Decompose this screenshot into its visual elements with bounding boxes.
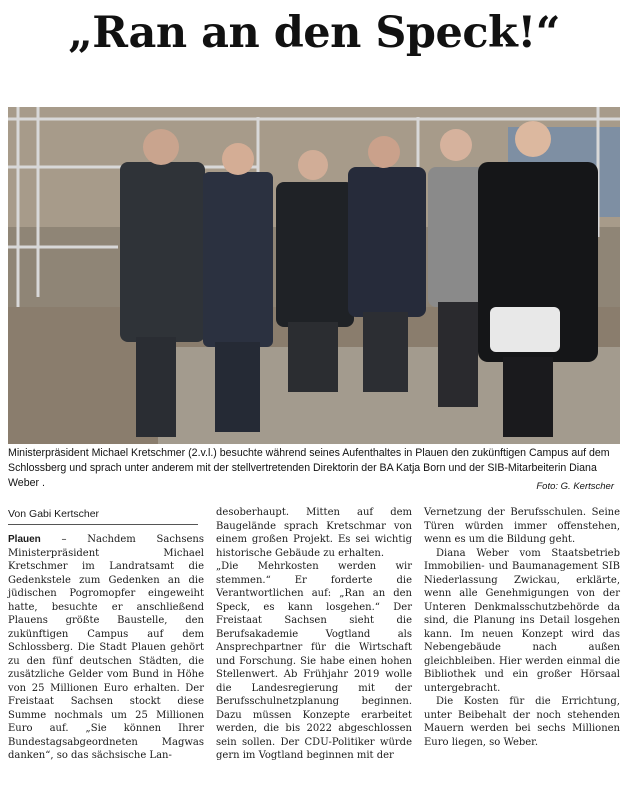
column-3-paragraph-2: Diana Weber vom Staatsbetrieb Immobilien- und Baumanagement SIB Niederlassung Zwickau, erklärte, wenn alle Genehmigungen von der Unteren Denkmalsschutzbehörde da sind, die Planung ins Detail losgehen kann. Im neuen Konzept wird das Nebengebäude nach außen gleichbleiben. Hier werden einmal die Bibliothek und ein großer Hörsaal untergebracht. [424, 547, 620, 694]
column-1 [8, 533, 204, 763]
headline: „Ran an den Speck!“ [68, 8, 560, 58]
column-3-paragraph-3: Die Kosten für die Errichtung, unter Beibehalt der noch stehenden Mauern werden bei sechs Millionen Euro liegen, so Weber. [424, 696, 620, 748]
column-3-paragraph-1: Vernetzung der Berufsschulen. Seine Türen würden immer offenstehen, wenn es um die Bildung geht. [424, 507, 620, 545]
byline: Von Gabi Kertscher [8, 508, 198, 525]
article-photo [8, 107, 620, 444]
photo-placeholder [8, 107, 620, 444]
photo-caption: Ministerpräsident Michael Kretschmer (2.v.l.) besuchte während seines Aufenthaltes in Plauen den zukünftigen Campus auf dem Schlossberg und sprach unter anderem mit der stellvertretenden Direktorin der BA Katja Born und der SIB-Mitarbeiterin Diana Weber . [8, 447, 610, 489]
column-2 [216, 506, 412, 763]
dateline: Plauen [8, 534, 41, 545]
photo-credit: Foto: G. Kertscher [536, 481, 614, 492]
column-2-paragraph-1: desoberhaupt. Mitten auf dem Baugelände sprach Kretschmar von einem großen Projekt. Es sei wichtig historische Gebäude zu erhalten. [216, 507, 412, 559]
column-3 [424, 506, 620, 749]
column-2-paragraph-2: „Die Mehrkosten werden wir stemmen.“ Er forderte die Verantwortlichen auf: „Ran an den Speck, es kann losgehen.“ Der Freistaat Sachsen sieht die Berufsakademie Vogtland als Ansprechpartner für die Wirtschaft und Forschung. Sie habe einen hohen Stellenwert. Ab Frühjahr 2019 wolle die Landesregierung mit der Berufsschulnetzplanung beginnen. Dazu müssen Konzepte erarbeitet werden, die bis 2022 abgeschlossen sein sollen. Der CDU-Politiker würde gern im Vogtland beginnen mit der [216, 561, 412, 761]
column-1-text: – Nachdem Sachsens Ministerpräsident Michael Kretschmer im Landratsamt die Gedenkstele zum Gedenken an die jüdischen Pogromopfer eingeweiht hatte, besuchte er anschließend Plauens größte Baustelle, den zukünftigen Campus auf dem Schlossberg. Die Stadt Plauen gehört zu den fünf deutschen Städten, die zusätzliche Gelder vom Bund in Höhe von 25 Millionen Euro erhalten. Der Freistaat Sachsen stockt diese Summe nochmals um 25 Millionen Euro auf. „Sie können Ihrer Bundestagsabgeordneten Magwas danken“, so das sächsische Lan- [8, 534, 204, 761]
